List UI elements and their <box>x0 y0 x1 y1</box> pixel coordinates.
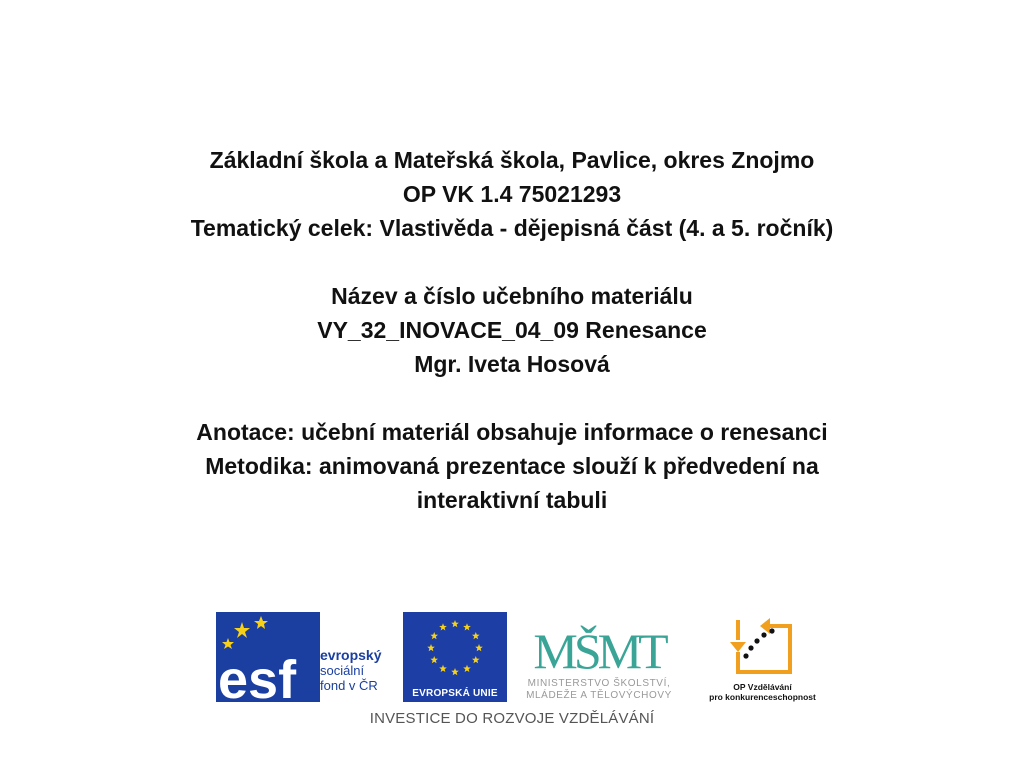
topic-line: Tematický celek: Vlastivěda - dějepisná část (4. a 5. ročník) <box>190 215 834 241</box>
svg-text:esf: esf <box>218 650 297 702</box>
msmt-line-2: MLÁDEŽE A TĚLOVÝCHOVY <box>526 690 672 701</box>
esf-mark-icon <box>216 612 320 702</box>
logo-strip <box>0 608 1024 708</box>
esf-line-3: fond v ČR <box>320 678 378 693</box>
svg-text:MŠMT: MŠMT <box>533 623 665 678</box>
msmt-logo <box>514 612 684 704</box>
program-code: OP VK 1.4 75021293 <box>402 181 622 207</box>
title-text-block <box>0 143 1024 517</box>
eu-flag-icon <box>403 612 507 685</box>
eu-label: EVROPSKÁ UNIE <box>403 685 507 702</box>
method-line-1: Metodika: animovaná prezentace slouží k předvedení na <box>205 453 819 479</box>
school-name: Základní škola a Mateřská škola, Pavlice, okres Znojmo <box>209 147 815 173</box>
msmt-caption <box>514 678 684 702</box>
method-line-2: interaktivní tabuli <box>416 487 608 513</box>
spacer <box>0 381 1024 415</box>
op-mark-icon <box>700 612 825 680</box>
op-logo <box>700 612 825 704</box>
op-caption <box>700 682 825 702</box>
eu-logo <box>403 612 507 702</box>
author-name: Mgr. Iveta Hosová <box>414 351 610 377</box>
esf-caption <box>320 648 381 693</box>
footer-slogan: INVESTICE DO ROZVOJE VZDĚLÁVÁNÍ <box>369 710 655 727</box>
esf-line-1: evropský <box>320 647 382 663</box>
msmt-mark-icon <box>514 612 684 678</box>
spacer <box>0 245 1024 279</box>
esf-line-2: sociální <box>320 663 365 678</box>
annotation-line: Anotace: učební materiál obsahuje informace o renesanci <box>196 419 828 445</box>
esf-logo <box>216 612 398 702</box>
material-code: VY_32_INOVACE_04_09 Renesance <box>317 317 707 343</box>
op-line-2: pro konkurenceschopnost <box>709 692 816 702</box>
msmt-line-1: MINISTERSTVO ŠKOLSTVÍ, <box>527 678 671 689</box>
op-line-1: OP Vzdělávání <box>733 682 792 692</box>
material-label: Název a číslo učebního materiálu <box>331 283 693 309</box>
